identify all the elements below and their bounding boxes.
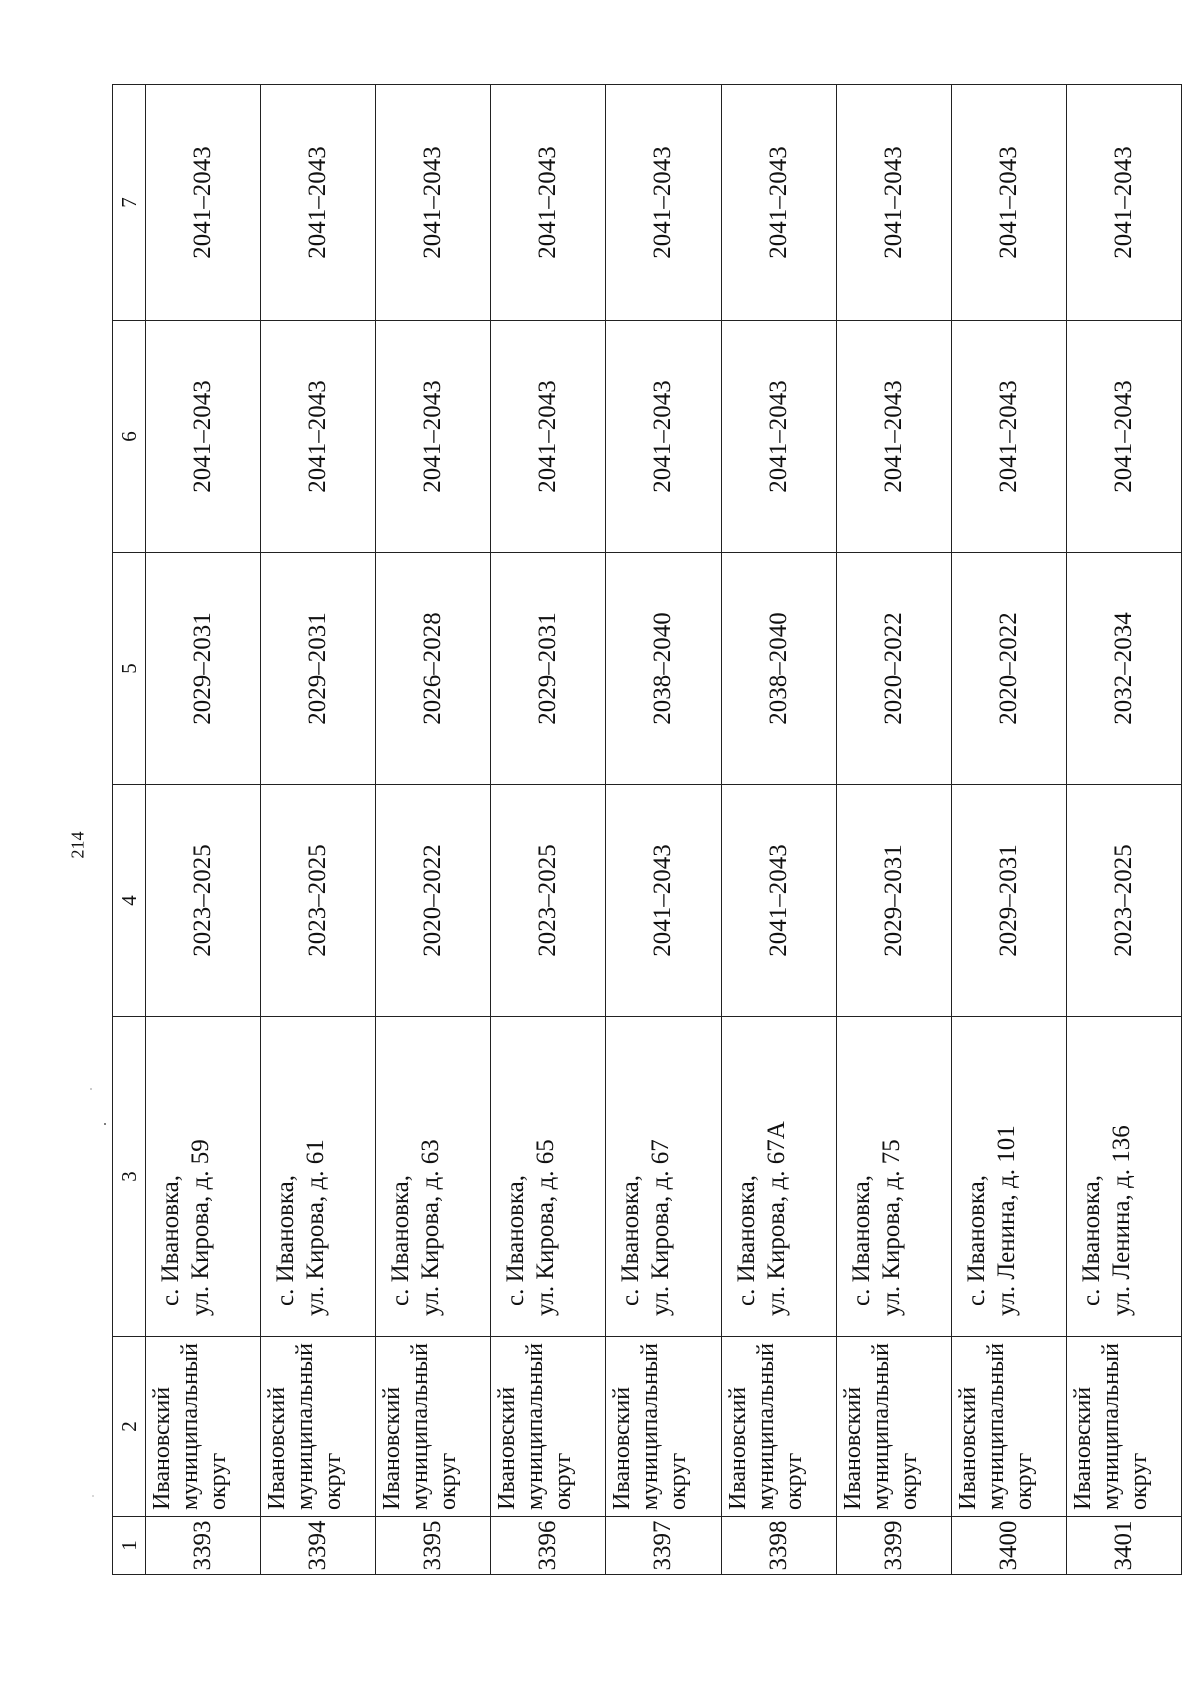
district-cell	[606, 1337, 721, 1517]
period-cell-col5: 2032–2034	[1066, 553, 1181, 785]
period-cell-col7: 2041–2043	[951, 85, 1066, 321]
schedule-table	[112, 84, 1182, 1575]
period-cell-col6: 2041–2043	[721, 321, 836, 553]
address-line: ул. Кирова, д. 59	[187, 1139, 214, 1316]
row-number: 3398	[721, 1517, 836, 1575]
district-line: округ	[780, 1452, 807, 1510]
page-number: 214	[67, 831, 88, 859]
district-line: муниципальный	[982, 1342, 1009, 1510]
district-line: округ	[665, 1452, 692, 1510]
district-cell	[491, 1337, 606, 1517]
district-line: округ	[1010, 1452, 1037, 1510]
period-cell-col4: 2029–2031	[951, 785, 1066, 1017]
address-cell	[606, 1017, 721, 1337]
period-cell-col6: 2041–2043	[951, 321, 1066, 553]
district-cell	[836, 1337, 951, 1517]
scan-speck	[90, 1088, 92, 1090]
rotated-table-wrapper	[112, 85, 1182, 1575]
district-line: Ивановский	[1069, 1386, 1096, 1510]
address-line: ул. Кирова, д. 67А	[762, 1121, 790, 1316]
period-cell-col4: 2029–2031	[836, 785, 951, 1017]
row-number: 3400	[951, 1517, 1066, 1575]
district-line: муниципальный	[1097, 1342, 1124, 1510]
address-line: ул. Кирова, д. 63	[417, 1139, 445, 1316]
address-line: с. Ивановка,	[617, 1174, 645, 1306]
table-row	[261, 85, 376, 1575]
period-cell-col5: 2038–2040	[606, 553, 721, 785]
table-row	[721, 85, 836, 1575]
table-body	[146, 85, 1182, 1575]
period-cell-col7: 2041–2043	[146, 85, 261, 321]
address-line: ул. Кирова, д. 61	[302, 1139, 330, 1316]
period-cell-col7: 2041–2043	[606, 85, 721, 321]
address-line: ул. Кирова, д. 75	[877, 1139, 905, 1316]
row-number: 3394	[261, 1517, 376, 1575]
table-row	[491, 85, 606, 1575]
column-header: 4	[113, 785, 146, 1017]
row-number: 3395	[376, 1517, 491, 1575]
period-cell-col7: 2041–2043	[376, 85, 491, 321]
district-line: округ	[550, 1452, 577, 1510]
row-number: 3397	[606, 1517, 721, 1575]
row-number: 3401	[1066, 1517, 1181, 1575]
period-cell-col4: 2023–2025	[146, 785, 261, 1017]
period-cell-col4: 2023–2025	[1066, 785, 1181, 1017]
scan-speck	[92, 1495, 94, 1497]
column-header: 1	[113, 1517, 146, 1575]
row-number: 3399	[836, 1517, 951, 1575]
period-cell-col6: 2041–2043	[261, 321, 376, 553]
row-number: 3396	[491, 1517, 606, 1575]
address-line: с. Ивановка,	[847, 1174, 875, 1306]
address-cell	[721, 1017, 836, 1337]
period-cell-col5: 2026–2028	[376, 553, 491, 785]
district-cell	[1066, 1337, 1181, 1517]
address-cell	[491, 1017, 606, 1337]
period-cell-col7: 2041–2043	[1066, 85, 1181, 321]
period-cell-col5: 2029–2031	[261, 553, 376, 785]
district-cell	[376, 1337, 491, 1517]
district-line: округ	[320, 1452, 347, 1510]
address-cell	[951, 1017, 1066, 1337]
period-cell-col4: 2020–2022	[376, 785, 491, 1017]
district-line: округ	[1125, 1452, 1152, 1510]
address-line: ул. Ленина, д. 101	[992, 1125, 1020, 1316]
address-line: с. Ивановка,	[732, 1174, 760, 1306]
district-line: округ	[205, 1452, 231, 1510]
table-row	[951, 85, 1066, 1575]
column-header: 6	[113, 321, 146, 553]
address-line: ул. Ленина, д. 136	[1107, 1125, 1135, 1316]
district-cell	[146, 1337, 261, 1517]
period-cell-col4: 2041–2043	[606, 785, 721, 1017]
column-header: 5	[113, 553, 146, 785]
district-cell	[261, 1337, 376, 1517]
period-cell-col5: 2020–2022	[836, 553, 951, 785]
district-line: Ивановский	[149, 1386, 175, 1510]
column-header: 3	[113, 1017, 146, 1337]
row-number: 3393	[146, 1517, 261, 1575]
period-cell-col6: 2041–2043	[491, 321, 606, 553]
period-cell-col5: 2020–2022	[951, 553, 1066, 785]
period-cell-col7: 2041–2043	[491, 85, 606, 321]
period-cell-col4: 2023–2025	[261, 785, 376, 1017]
district-cell	[721, 1337, 836, 1517]
address-line: с. Ивановка,	[387, 1174, 415, 1306]
period-cell-col4: 2041–2043	[721, 785, 836, 1017]
address-cell	[261, 1017, 376, 1337]
address-line: с. Ивановка,	[962, 1174, 990, 1306]
address-line: с. Ивановка,	[272, 1174, 300, 1306]
period-cell-col5: 2029–2031	[491, 553, 606, 785]
district-line: Ивановский	[494, 1386, 521, 1510]
table-row	[376, 85, 491, 1575]
district-line: Ивановский	[839, 1386, 866, 1510]
district-line: муниципальный	[177, 1342, 203, 1510]
district-line: муниципальный	[637, 1342, 664, 1510]
address-cell	[376, 1017, 491, 1337]
district-line: Ивановский	[609, 1386, 636, 1510]
header-row	[113, 85, 146, 1575]
address-line: ул. Кирова, д. 65	[532, 1139, 560, 1316]
district-line: муниципальный	[752, 1342, 779, 1510]
district-line: Ивановский	[264, 1386, 291, 1510]
period-cell-col6: 2041–2043	[376, 321, 491, 553]
period-cell-col5: 2038–2040	[721, 553, 836, 785]
table-row	[146, 85, 261, 1575]
column-header: 2	[113, 1337, 146, 1517]
period-cell-col4: 2023–2025	[491, 785, 606, 1017]
address-cell	[1066, 1017, 1181, 1337]
table-row	[606, 85, 721, 1575]
address-line: ул. Кирова, д. 67	[647, 1139, 675, 1316]
district-line: Ивановский	[954, 1386, 981, 1510]
address-line: с. Ивановка,	[1077, 1174, 1105, 1306]
district-line: Ивановский	[724, 1386, 751, 1510]
period-cell-col6: 2041–2043	[146, 321, 261, 553]
district-line: муниципальный	[407, 1342, 434, 1510]
address-cell	[836, 1017, 951, 1337]
period-cell-col6: 2041–2043	[606, 321, 721, 553]
district-line: муниципальный	[522, 1342, 549, 1510]
district-line: Ивановский	[379, 1386, 406, 1510]
period-cell-col7: 2041–2043	[836, 85, 951, 321]
scan-speck	[104, 1123, 106, 1125]
district-cell	[951, 1337, 1066, 1517]
table-row	[836, 85, 951, 1575]
period-cell-col7: 2041–2043	[261, 85, 376, 321]
district-line: округ	[435, 1452, 462, 1510]
district-line: муниципальный	[292, 1342, 319, 1510]
address-line: с. Ивановка,	[502, 1174, 530, 1306]
table-row	[1066, 85, 1181, 1575]
district-line: муниципальный	[867, 1342, 894, 1510]
period-cell-col6: 2041–2043	[836, 321, 951, 553]
address-cell	[146, 1017, 261, 1337]
period-cell-col7: 2041–2043	[721, 85, 836, 321]
period-cell-col5: 2029–2031	[146, 553, 261, 785]
period-cell-col6: 2041–2043	[1066, 321, 1181, 553]
column-header: 7	[113, 85, 146, 321]
district-line: округ	[895, 1452, 922, 1510]
address-line: с. Ивановка,	[157, 1174, 184, 1306]
